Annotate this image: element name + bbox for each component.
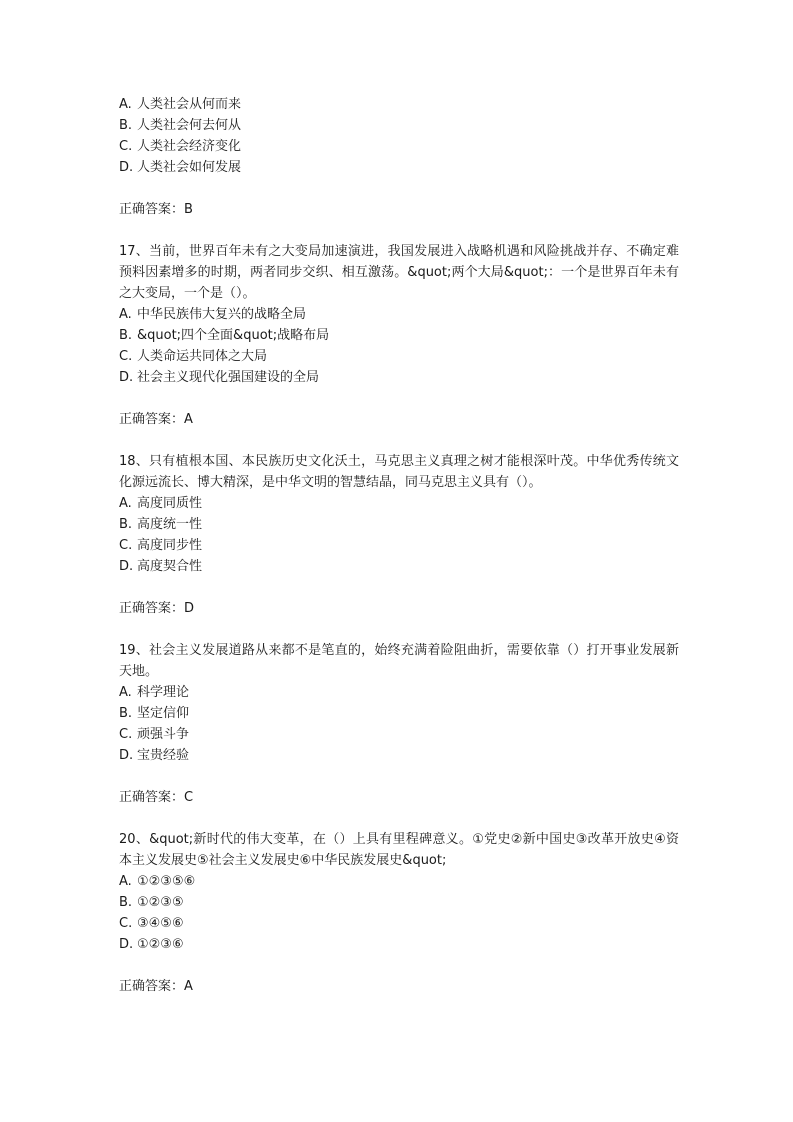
option-d: D. 高度契合性 — [119, 559, 203, 574]
question-stem: 17、当前，世界百年未有之大变局加速演进，我国发展进入战略机遇和风险挑战并存、不确定难预料因素增多的时期，两者同步交织、相互激荡。&quot;两个大局&quot;：一个是世界百年未有之大变局，一个是（）。 — [119, 244, 679, 301]
option-a: A. 高度同质性 — [119, 496, 203, 511]
option-d: D. 人类社会如何发展 — [119, 160, 242, 175]
option-a: A. ①②③⑤⑥ — [119, 874, 196, 889]
option-d: D. ①②③⑥ — [119, 937, 184, 952]
answer-line: 正确答案：D — [119, 601, 195, 616]
preceding-options — [119, 94, 679, 178]
option-d: D. 宝贵经验 — [119, 748, 190, 763]
question-stem: 20、&quot;新时代的伟大变革，在（）上具有里程碑意义。①党史②新中国史③改革开放史④资本主义发展史⑤社会主义发展史⑥中华民族发展史&quot; — [119, 832, 679, 868]
answer-line: 正确答案：C — [119, 790, 194, 805]
answer-line: 正确答案：A — [119, 412, 193, 427]
question-stem: 18、只有植根本国、本民族历史文化沃土，马克思主义真理之树才能根深叶茂。中华优秀传统文化源远流长、博大精深，是中华文明的智慧结晶，同马克思主义具有（）。 — [119, 454, 679, 490]
option-d: D. 社会主义现代化强国建设的全局 — [119, 370, 320, 385]
question-17 — [119, 241, 679, 451]
answer-line: 正确答案：B — [119, 202, 193, 217]
question-20 — [119, 829, 679, 997]
option-c: C. ③④⑤⑥ — [119, 916, 184, 931]
option-c: C. 人类社会经济变化 — [119, 139, 242, 154]
option-a: A. 中华民族伟大复兴的战略全局 — [119, 307, 307, 322]
option-c: C. 人类命运共同体之大局 — [119, 349, 268, 364]
option-b: B. 坚定信仰 — [119, 706, 190, 721]
document-page — [119, 94, 679, 997]
option-b: B. ①②③⑤ — [119, 895, 184, 910]
option-b: B. 人类社会何去何从 — [119, 118, 242, 133]
option-c: C. 顽强斗争 — [119, 727, 190, 742]
option-a: A. 人类社会从何而来 — [119, 97, 242, 112]
answer-line: 正确答案：A — [119, 979, 193, 994]
option-b: B. 高度统一性 — [119, 517, 203, 532]
question-19 — [119, 640, 679, 829]
question-18 — [119, 451, 679, 640]
option-a: A. 科学理论 — [119, 685, 190, 700]
option-c: C. 高度同步性 — [119, 538, 203, 553]
question-stem: 19、社会主义发展道路从来都不是笔直的，始终充满着险阻曲折，需要依靠（）打开事业发展新天地。 — [119, 643, 679, 679]
option-b: B. &quot;四个全面&quot;战略布局 — [119, 328, 330, 343]
